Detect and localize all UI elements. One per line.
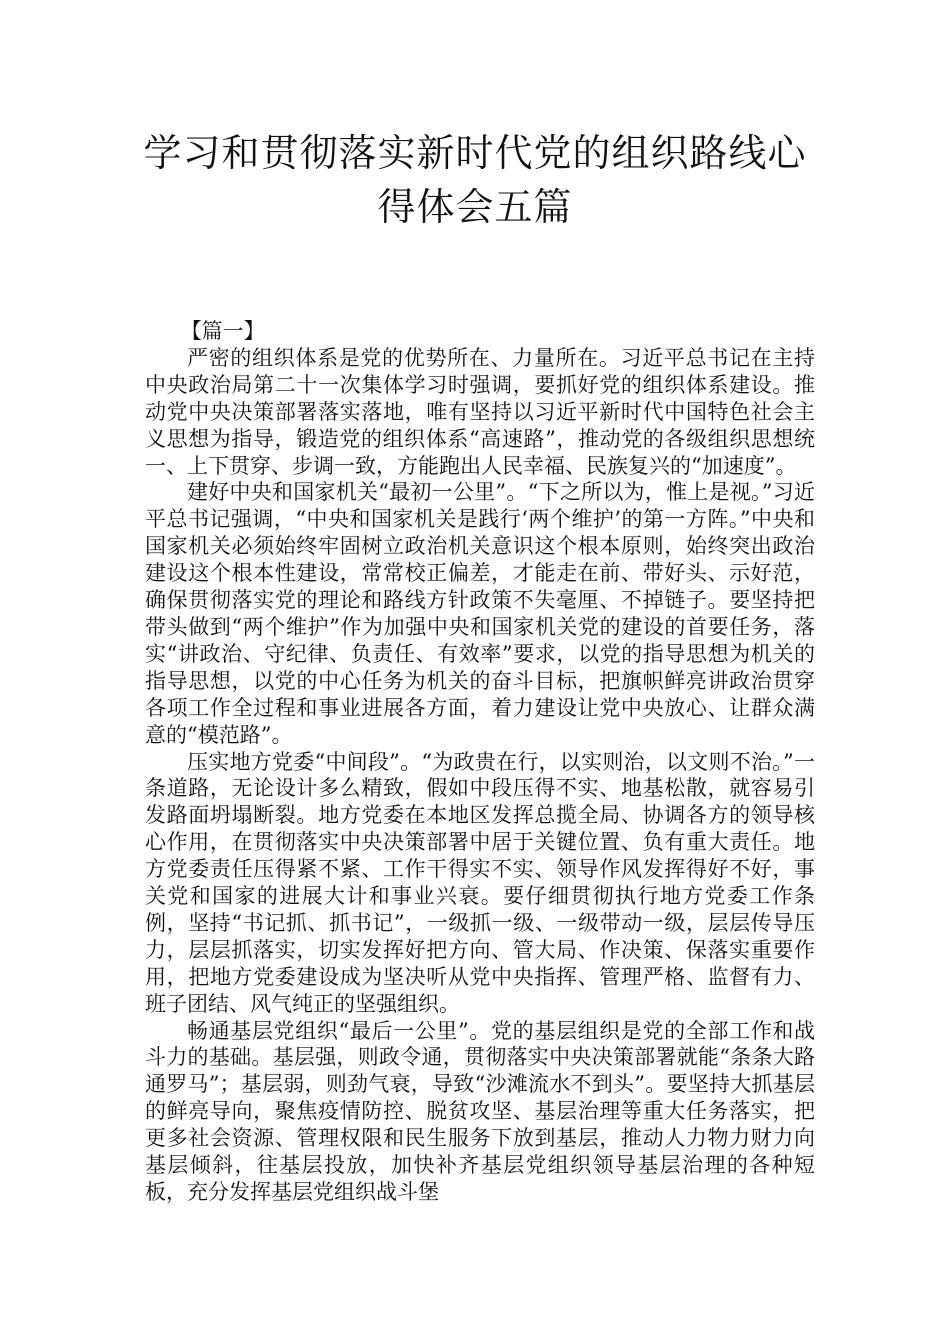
paragraph-1: 严密的组织体系是党的优势所在、力量所在。习近平总书记在主持中央政治局第二十一次集体学习时强调，要抓好党的组织体系建设。推动党中央决策部署落实落地，唯有坚持以习近平新时代中国特色社会主义思想为指导，锻造党的组织体系“高速路”，推动党的各级组织思想统一、上下贯穿、步调一致，方能跑出人民幸福、民族复兴的“加速度”。 — [145, 345, 815, 478]
paragraph-4: 畅通基层党组织“最后一公里”。党的基层组织是党的全部工作和战斗力的基础。基层强，则政令通，贯彻落实中央决策部署就能“条条大路通罗马”；基层弱，则劲气衰，导致“沙滩流水不到头”。要坚持大抓基层的鲜亮导向，聚焦疫情防控、脱贫攻坚、基层治理等重大任务落实，把更多社会资源、管理权限和民生服务下放到基层，推动人力物力财力向基层倾斜，往基层投放，加快补齐基层党组织领导基层治理的各种短板，充分发挥基层党组织战斗堡 — [145, 1018, 815, 1204]
title-line-2: 得体会五篇 — [377, 185, 573, 229]
document-title — [120, 126, 830, 234]
document-body — [145, 318, 815, 1206]
title-line-1: 学习和贯彻落实新时代党的组织路线心 — [143, 131, 807, 175]
paragraph-2: 建好中央和国家机关“最初一公里”。“下之所以为，惟上是视。”习近平总书记强调，“中央和国家机关是践行‘两个维护’的第一方阵。”中央和国家机关必须始终牢固树立政治机关意识这个根本原则，始终突出政治建设这个根本性建设，常常校正偏差，才能走在前、带好头、示好范，确保贯彻落实党的理论和路线方针政策不失毫厘、不掉链子。要坚持把带头做到“两个维护”作为加强中央和国家机关党的建设的首要任务，落实“讲政治、守纪律、负责任、有效率”要求，以党的指导思想为机关的指导思想，以党的中心任务为机关的奋斗目标，把旗帜鲜亮讲政治贯穿各项工作全过程和事业进展各方面，着力建设让党中央放心、让群众满意的“模范路”。 — [145, 480, 815, 747]
section-label: 【篇一】 — [180, 319, 265, 343]
paragraph-3: 压实地方党委“中间段”。“为政贵在行，以实则治，以文则不治。”一条道路，无论设计多么精致，假如中段压得不实、地基松散，就容易引发路面坍塌断裂。地方党委在本地区发挥总揽全局、协调各方的领导核心作用，在贯彻落实中央决策部署中居于关键位置、负有重大责任。地方党委责任压得紧不紧、工作干得实不实、领导作风发挥得好不好，事关党和国家的进展大计和事业兴衰。要仔细贯彻执行地方党委工作条例，坚持“书记抓、抓书记”，一级抓一级、一级带动一级，层层传导压力，层层抓落实，切实发挥好把方向、管大局、作决策、保落实重要作用，把地方党委建设成为坚决听从党中央指挥、管理严格、监督有力、班子团结、风气纯正的坚强组织。 — [145, 749, 815, 1016]
